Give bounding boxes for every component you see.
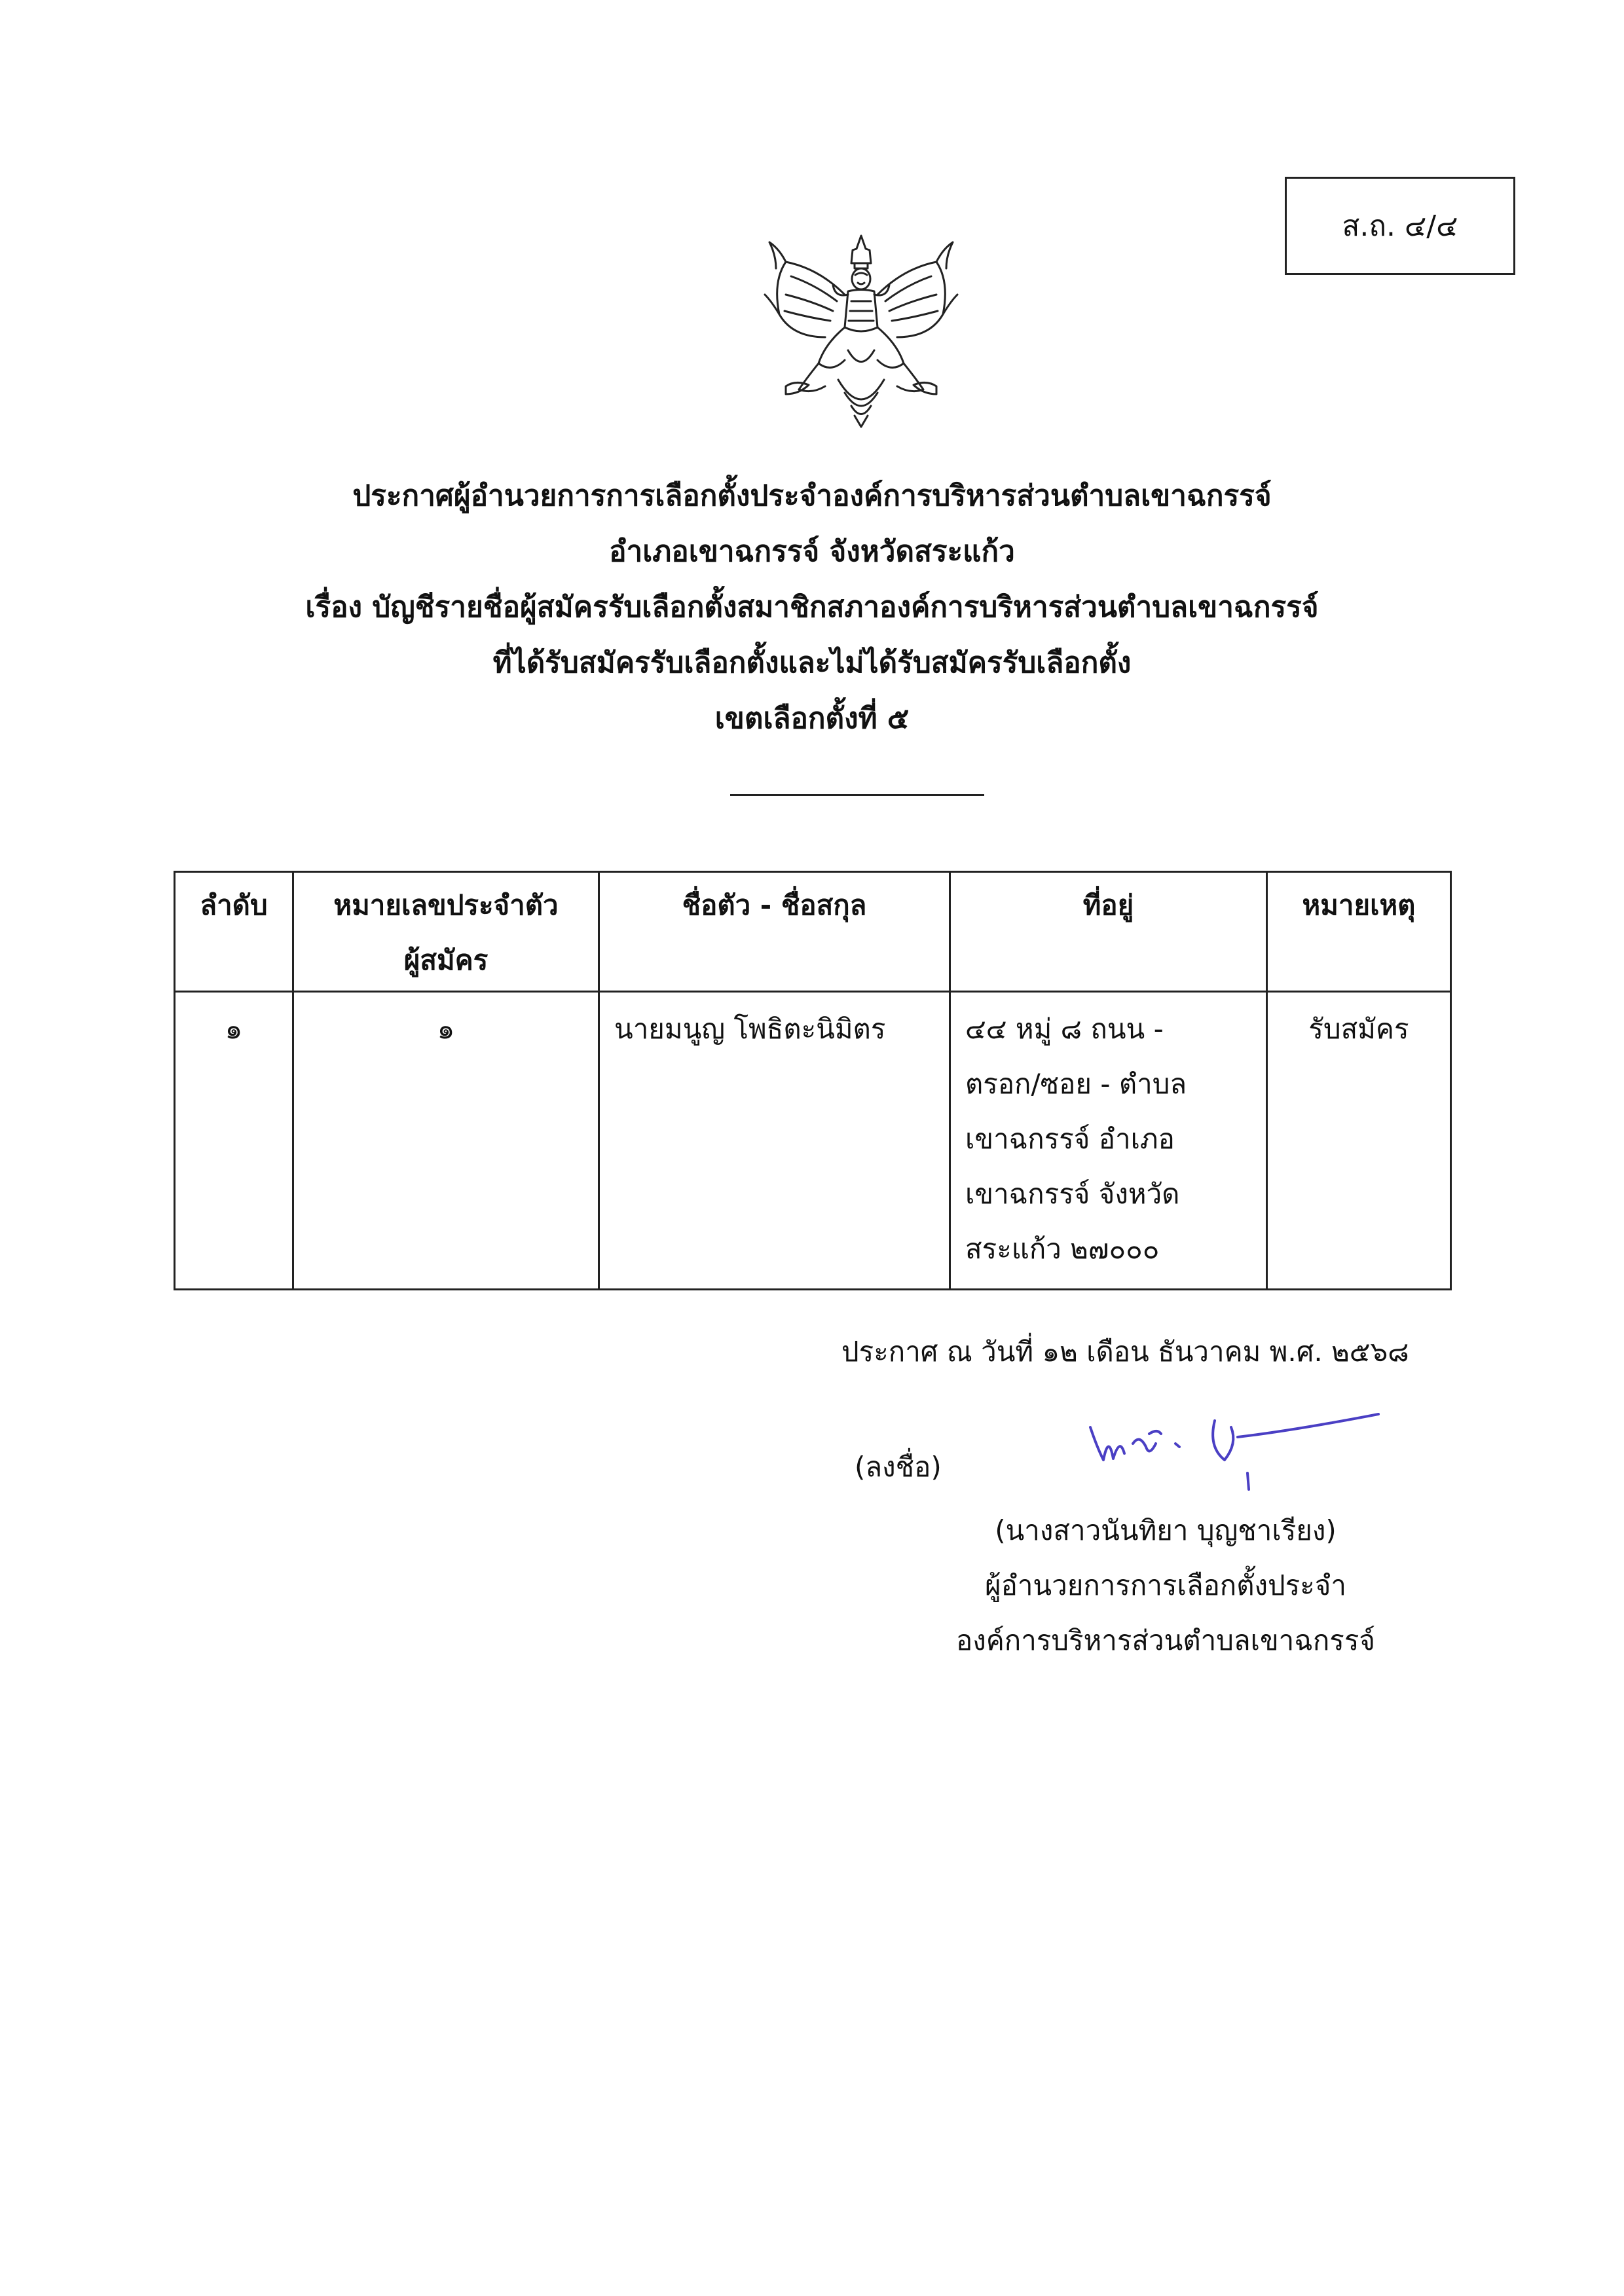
signature-label: (ลงชื่อ) (855, 1451, 942, 1483)
handwritten-signature (1084, 1408, 1385, 1506)
header-number-line-1: หมายเลขประจำตัว (333, 889, 559, 921)
table-row (175, 992, 1451, 1290)
header-name: ชื่อตัว - ชื่อสกุล (599, 872, 950, 992)
address-line: ๔๔ หมู่ ๘ ถนน - (965, 1013, 1164, 1045)
table-header-row (175, 872, 1451, 992)
header-line-3: เรื่อง บัญชีรายชื่อผู้สมัครรับเลือกตั้งสมาชิกสภาองค์การบริหารส่วนตำบลเขาฉกรรจ์ (305, 591, 1319, 624)
address-line: เขาฉกรรจ์ จังหวัด (965, 1178, 1180, 1210)
address-line: เขาฉกรรจ์ อำเภอ (965, 1123, 1175, 1155)
cell-name: นายมนูญ โพธิตะนิมิตร (599, 992, 950, 1290)
signer-title-line-1: ผู้อำนวยการการเลือกตั้งประจำ (985, 1569, 1346, 1601)
signer-name: (นางสาวนันทิยา บุญชาเรียง) (995, 1514, 1337, 1546)
candidate-table (174, 871, 1452, 1290)
cell-address (950, 992, 1267, 1290)
header-line-5: เขตเลือกตั้งที่ ๕ (714, 702, 910, 735)
header-line-4: ที่ได้รับสมัครรับเลือกตั้งและไม่ได้รับสมัครรับเลือกตั้ง (492, 646, 1132, 680)
announcement-date: ประกาศ ณ วันที่ ๑๒ เดือน ธันวาคม พ.ศ. ๒๕๖๘ (841, 1336, 1409, 1368)
garuda-emblem-icon (760, 223, 963, 432)
announcement-header (0, 468, 1624, 746)
cell-order: ๑ (175, 992, 293, 1290)
header-number (293, 872, 599, 992)
signer-title-line-2: องค์การบริหารส่วนตำบลเขาฉกรรจ์ (955, 1624, 1376, 1656)
address-line: ตรอก/ซอย - ตำบล (965, 1068, 1187, 1100)
form-code: ส.ถ. ๔/๔ (1342, 210, 1458, 243)
header-line-1: ประกาศผู้อำนวยการการเลือกตั้งประจำองค์การบริหารส่วนตำบลเขาฉกรรจ์ (352, 479, 1272, 513)
cell-remark: รับสมัคร (1267, 992, 1451, 1290)
header-line-2: อำเภอเขาฉกรรจ์ จังหวัดสระแก้ว (609, 535, 1015, 568)
cell-number: ๑ (293, 992, 599, 1290)
address-line: สระแก้ว ๒๗๐๐๐ (965, 1233, 1160, 1265)
signer-block (904, 1503, 1428, 1668)
header-order: ลำดับ (175, 872, 293, 992)
header-remark: หมายเหตุ (1267, 872, 1451, 992)
form-code-box (1285, 177, 1515, 275)
header-divider (730, 794, 984, 796)
header-number-line-2: ผู้สมัคร (403, 944, 489, 976)
header-address: ที่อยู่ (950, 872, 1267, 992)
